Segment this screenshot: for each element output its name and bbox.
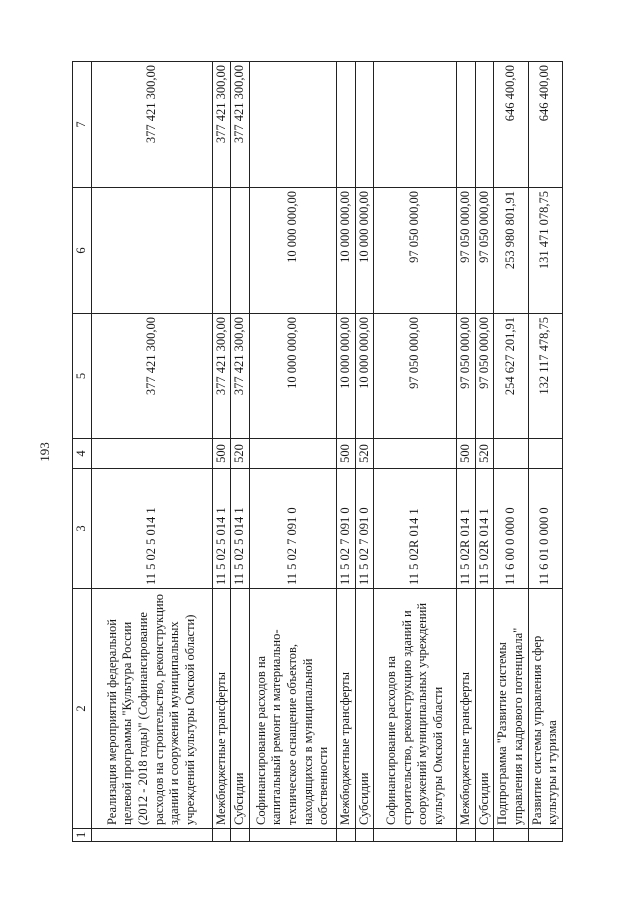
row-name-cell: Подпрограмма "Развитие системы управления и кадрового потенциала" <box>494 589 528 829</box>
row-expense-type-cell: 500 <box>336 439 355 469</box>
row-value-6-cell: 10 000 000,00 <box>336 188 355 314</box>
row-code-cell: 11 5 02 5 014 1 <box>231 469 250 589</box>
header-col-6: 6 <box>73 188 92 314</box>
table-row <box>336 62 355 842</box>
table-row <box>212 62 231 842</box>
row-value-7-cell <box>249 62 336 188</box>
row-name-cell: Софинансирование расходов на капитальный ремонт и материально-техническое оснащение объектов, находящихся в муниципальной собственности <box>249 589 336 829</box>
row-value-6-cell <box>212 188 231 314</box>
row-code-cell: 11 6 00 0 000 0 <box>494 469 528 589</box>
row-value-6-cell: 253 980 801,91 <box>494 188 528 314</box>
table-row <box>91 62 212 842</box>
row-expense-type-cell <box>494 439 528 469</box>
row-value-7-cell <box>374 62 457 188</box>
header-col-7: 7 <box>73 62 92 188</box>
row-value-7-cell <box>336 62 355 188</box>
row-number-cell <box>212 829 231 842</box>
row-number-cell <box>355 829 374 842</box>
row-value-6-cell: 10 000 000,00 <box>249 188 336 314</box>
row-expense-type-cell: 500 <box>212 439 231 469</box>
row-name-cell: Межбюджетные трансферты <box>336 589 355 829</box>
page-number: 193 <box>37 442 52 462</box>
row-code-cell: 11 5 02 5 014 1 <box>91 469 212 589</box>
row-value-5-cell: 132 117 478,75 <box>528 314 562 439</box>
row-value-6-cell: 10 000 000,00 <box>355 188 374 314</box>
row-code-cell: 11 6 01 0 000 0 <box>528 469 562 589</box>
row-expense-type-cell <box>91 439 212 469</box>
row-value-7-cell: 377 421 300,00 <box>212 62 231 188</box>
table-row <box>374 62 457 842</box>
row-value-6-cell <box>91 188 212 314</box>
header-row <box>73 62 92 842</box>
row-number-cell <box>528 829 562 842</box>
row-code-cell: 11 5 02 7 091 0 <box>355 469 374 589</box>
row-code-cell: 11 5 02 7 091 0 <box>249 469 336 589</box>
table-row <box>528 62 562 842</box>
header-col-2: 2 <box>73 589 92 829</box>
table-row <box>355 62 374 842</box>
table-row <box>231 62 250 842</box>
row-value-5-cell: 254 627 201,91 <box>494 314 528 439</box>
row-value-6-cell <box>231 188 250 314</box>
header-col-4: 4 <box>73 439 92 469</box>
row-value-6-cell: 131 471 078,75 <box>528 188 562 314</box>
row-value-6-cell: 97 050 000,00 <box>374 188 457 314</box>
row-value-7-cell: 646 400,00 <box>528 62 562 188</box>
header-col-1: 1 <box>73 829 92 842</box>
row-expense-type-cell: 520 <box>231 439 250 469</box>
row-value-7-cell <box>355 62 374 188</box>
row-value-5-cell: 377 421 300,00 <box>91 314 212 439</box>
row-number-cell <box>249 829 336 842</box>
row-value-7-cell <box>457 62 476 188</box>
row-value-5-cell: 377 421 300,00 <box>231 314 250 439</box>
row-value-5-cell: 97 050 000,00 <box>475 314 494 439</box>
row-code-cell: 11 5 02 5 014 1 <box>212 469 231 589</box>
row-number-cell <box>457 829 476 842</box>
row-number-cell <box>494 829 528 842</box>
row-name-cell: Субсидии <box>355 589 374 829</box>
row-number-cell <box>374 829 457 842</box>
row-value-5-cell: 10 000 000,00 <box>355 314 374 439</box>
row-value-7-cell: 646 400,00 <box>494 62 528 188</box>
row-expense-type-cell <box>528 439 562 469</box>
row-value-6-cell: 97 050 000,00 <box>475 188 494 314</box>
row-name-cell: Межбюджетные трансферты <box>212 589 231 829</box>
row-name-cell: Софинансирование расходов на строительство, реконструкцию зданий и сооружений муниципальных учреждений культуры Омской области <box>374 589 457 829</box>
row-value-5-cell: 10 000 000,00 <box>336 314 355 439</box>
row-value-5-cell: 10 000 000,00 <box>249 314 336 439</box>
row-value-7-cell: 377 421 300,00 <box>231 62 250 188</box>
row-code-cell: 11 5 02R 014 1 <box>475 469 494 589</box>
row-value-7-cell <box>475 62 494 188</box>
row-number-cell <box>336 829 355 842</box>
row-name-cell: Реализация мероприятий федеральной целевой программы "Культура России (2012 - 2018 годы)" (Софинансирование расходов на строительство, реконструкцию зданий и сооружений муниципальных учреждений культуры Омской области) <box>91 589 212 829</box>
table-row <box>494 62 528 842</box>
row-value-5-cell: 97 050 000,00 <box>374 314 457 439</box>
row-expense-type-cell: 520 <box>355 439 374 469</box>
row-name-cell: Межбюджетные трансферты <box>457 589 476 829</box>
row-value-7-cell: 377 421 300,00 <box>91 62 212 188</box>
row-value-5-cell: 377 421 300,00 <box>212 314 231 439</box>
row-expense-type-cell <box>249 439 336 469</box>
row-code-cell: 11 5 02R 014 1 <box>374 469 457 589</box>
row-number-cell <box>91 829 212 842</box>
row-expense-type-cell: 500 <box>457 439 476 469</box>
budget-table <box>72 61 563 842</box>
row-expense-type-cell: 520 <box>475 439 494 469</box>
row-number-cell <box>475 829 494 842</box>
table-row <box>249 62 336 842</box>
row-name-cell: Субсидии <box>231 589 250 829</box>
table-row <box>457 62 476 842</box>
row-code-cell: 11 5 02R 014 1 <box>457 469 476 589</box>
header-col-3: 3 <box>73 469 92 589</box>
row-code-cell: 11 5 02 7 091 0 <box>336 469 355 589</box>
row-expense-type-cell <box>374 439 457 469</box>
row-name-cell: Субсидии <box>475 589 494 829</box>
row-value-5-cell: 97 050 000,00 <box>457 314 476 439</box>
table-row <box>475 62 494 842</box>
header-col-5: 5 <box>73 314 92 439</box>
row-number-cell <box>231 829 250 842</box>
row-name-cell: Развитие системы управления сфер культуры и туризма <box>528 589 562 829</box>
row-value-6-cell: 97 050 000,00 <box>457 188 476 314</box>
rotated-table-container <box>72 62 560 842</box>
